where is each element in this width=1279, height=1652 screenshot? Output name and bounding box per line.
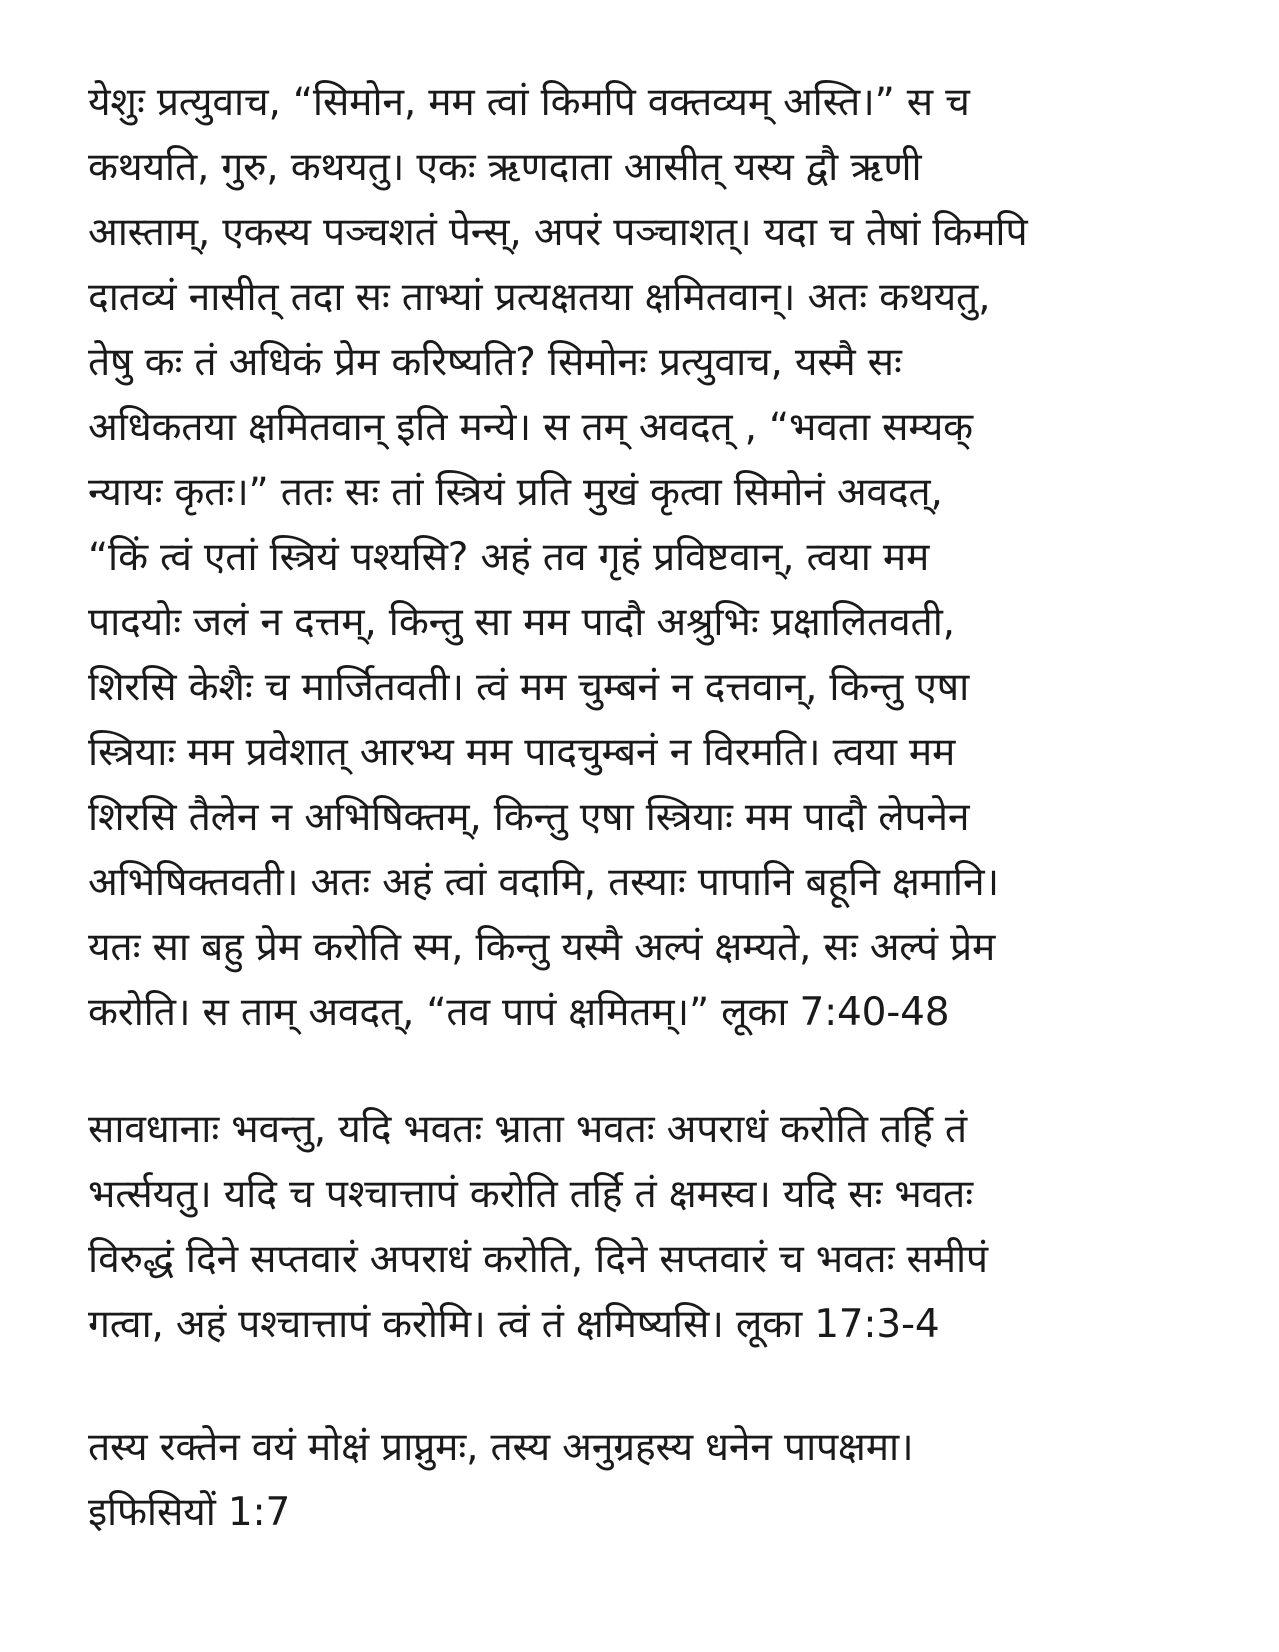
text-line: न्यायः कृतः।” ततः सः तां स्त्रियं प्रति मुखं कृत्वा सिमोनं अवदत्, — [88, 470, 943, 515]
text-line: येशुः प्रत्युवाच, “सिमोन, मम त्वां किमपि वक्तव्यम् अस्ति।” स च — [88, 80, 970, 125]
text-line: अधिकतया क्षमितवान् इति मन्ये। स तम् अवदत् , “भवता सम्यक् — [88, 405, 973, 450]
text-line: दातव्यं नासीत् तदा सः ताभ्यां प्रत्यक्षतया क्षमितवान्। अतः कथयतु, — [88, 275, 991, 320]
paragraph-spacer — [88, 1045, 1198, 1097]
text-line: करोति। स ताम् अवदत्, “तव पापं क्षमितम्।” लूका 7:40-48 — [88, 990, 950, 1035]
text-line: कथयति, गुरु, कथयतु। एकः ऋणदाता आसीत् यस्य द्वौ ऋणी — [88, 145, 922, 190]
paragraph-spacer — [88, 1357, 1198, 1415]
text-line: आस्ताम्, एकस्य पञ्चशतं पेन्स्, अपरं पञ्चाशत्। यदा च तेषां किमपि — [88, 210, 1028, 255]
text-line: पादयोः जलं न दत्तम्, किन्तु सा मम पादौ अश्रुभिः प्रक्षालितवती, — [88, 600, 955, 645]
paragraph-luke-7 — [88, 70, 1198, 1045]
text-line: यतः सा बहु प्रेम करोति स्म, किन्तु यस्मै अल्पं क्षम्यते, सः अल्पं प्रेम — [88, 925, 996, 970]
text-line: शिरसि केशैः च मार्जितवती। त्वं मम चुम्बनं न दत्तवान्, किन्तु एषा — [88, 665, 970, 710]
text-line: गत्वा, अहं पश्चात्तापं करोमि। त्वं तं क्षमिष्यसि। लूका 17:3-4 — [88, 1302, 940, 1347]
text-line: स्त्रियाः मम प्रवेशात् आरभ्य मम पादचुम्बनं न विरमति। त्वया मम — [88, 730, 956, 775]
text-line: भर्त्सयतु। यदि च पश्चात्तापं करोति तर्हि तं क्षमस्व। यदि सः भवतः — [88, 1172, 973, 1217]
document-body — [88, 70, 1198, 1545]
text-line: तेषु कः तं अधिकं प्रेम करिष्यति? सिमोनः प्रत्युवाच, यस्मै सः — [88, 340, 902, 385]
text-line: अभिषिक्तवती। अतः अहं त्वां वदामि, तस्याः पापानि बहूनि क्षमानि। — [88, 860, 999, 905]
text-line: इफिसियों 1:7 — [88, 1490, 291, 1535]
text-line: तस्य रक्तेन वयं मोक्षं प्राप्नुमः, तस्य अनुग्रहस्य धनेन पापक्षमा। — [88, 1425, 914, 1470]
text-line: “किं त्वं एतां स्त्रियं पश्यसि? अहं तव गृहं प्रविष्टवान्, त्वया मम — [88, 535, 930, 580]
text-line: शिरसि तैलेन न अभिषिक्तम्, किन्तु एषा स्त्रियाः मम पादौ लेपनेन — [88, 795, 970, 840]
paragraph-ephesians-1 — [88, 1415, 1198, 1545]
text-line: सावधानाः भवन्तु, यदि भवतः भ्राता भवतः अपराधं करोति तर्हि तं — [88, 1107, 967, 1152]
text-line: विरुद्धं दिने सप्तवारं अपराधं करोति, दिने सप्तवारं च भवतः समीपं — [88, 1237, 988, 1282]
paragraph-luke-17 — [88, 1097, 1198, 1357]
